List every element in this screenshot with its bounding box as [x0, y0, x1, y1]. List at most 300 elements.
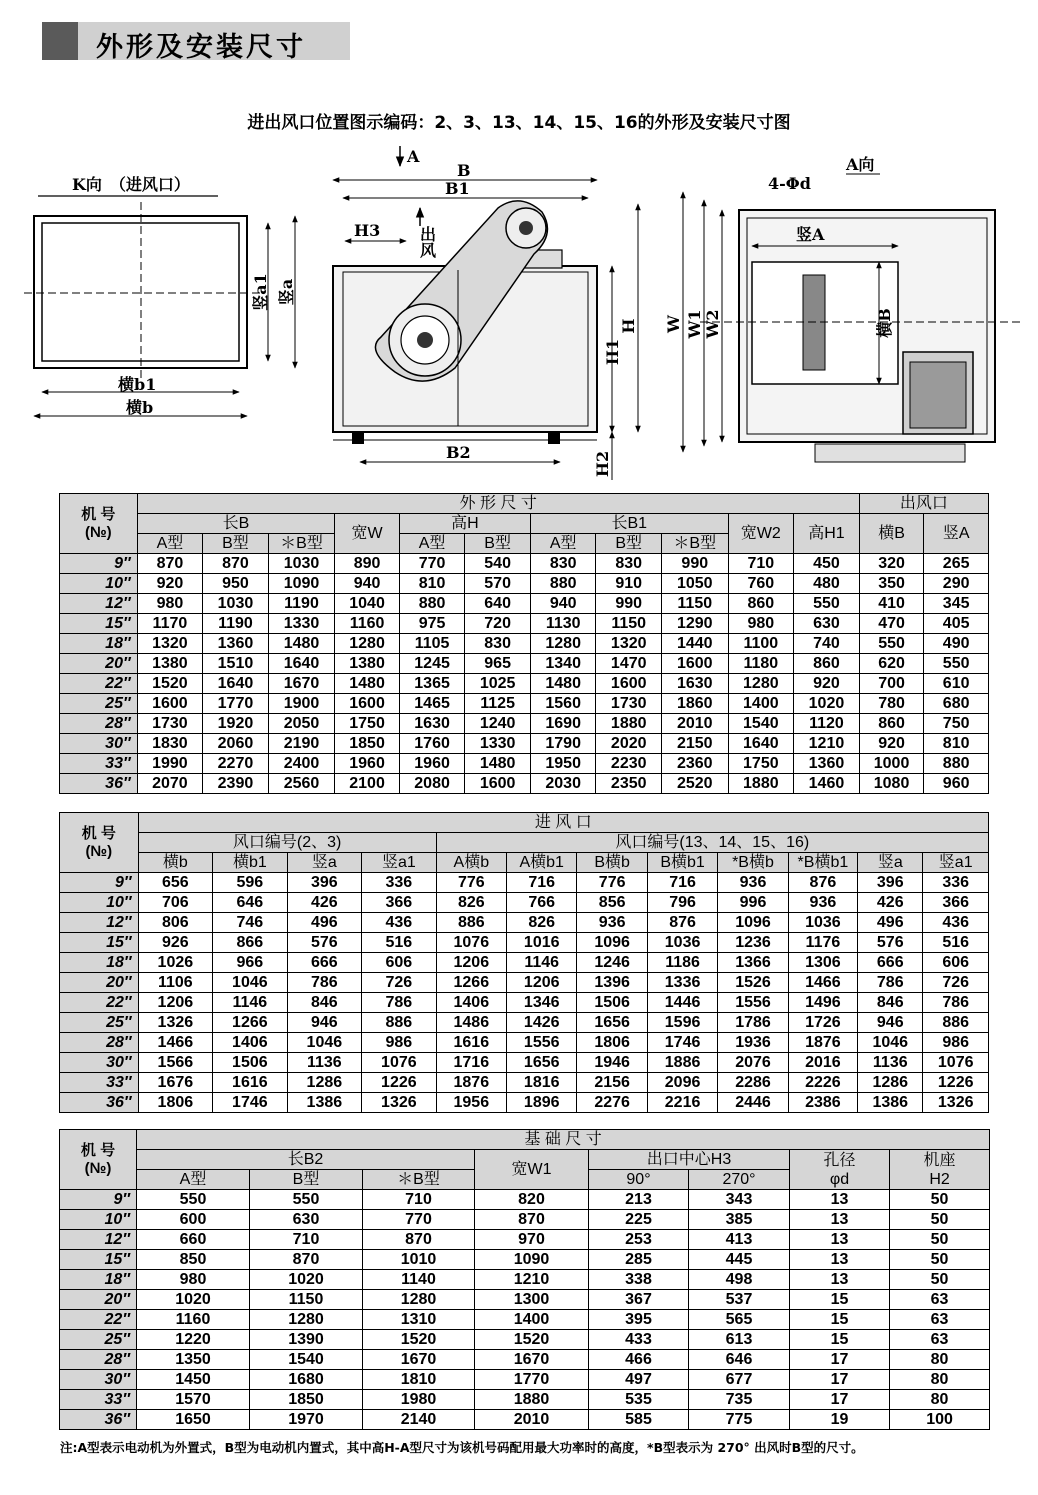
value-cell: 666 [858, 953, 923, 973]
value-cell: 1446 [647, 993, 717, 1013]
value-cell: 780 [859, 694, 924, 714]
value-cell: 1025 [465, 674, 531, 694]
value-cell: 1540 [250, 1350, 363, 1370]
inlet-dimensions-table [59, 812, 989, 1113]
value-cell: 886 [436, 913, 506, 933]
k-view-label: K向 （进风口） [72, 175, 190, 194]
value-cell: 366 [362, 893, 437, 913]
value-cell: 13 [790, 1270, 890, 1290]
value-cell: 1746 [647, 1033, 717, 1053]
machine-number-cell: 22″ [60, 1310, 137, 1330]
table-row [60, 1270, 990, 1290]
width-W-header: 宽W [335, 514, 400, 554]
value-cell: 990 [596, 594, 662, 614]
value-cell: 13 [790, 1190, 890, 1210]
table-row [60, 1230, 990, 1250]
value-cell: 1306 [788, 953, 857, 973]
value-cell: 1210 [475, 1270, 589, 1290]
value-cell: 850 [137, 1250, 250, 1270]
value-cell: 860 [728, 594, 794, 614]
value-cell: 786 [923, 993, 989, 1013]
dim-horiz-b: 横b [126, 398, 154, 417]
value-cell: 940 [335, 574, 400, 594]
value-cell: 413 [689, 1230, 790, 1250]
value-cell: 540 [465, 554, 531, 574]
value-cell: 1046 [287, 1033, 362, 1053]
base-H2-header: 机座 H2 [890, 1150, 990, 1190]
value-cell: 596 [213, 873, 288, 893]
table-row [60, 714, 989, 734]
value-cell: 1406 [436, 993, 506, 1013]
value-cell: 1400 [475, 1310, 589, 1330]
value-cell: 1770 [203, 694, 269, 714]
value-cell: 1760 [399, 734, 465, 754]
width-W1-header: 宽W1 [475, 1150, 589, 1190]
value-cell: 740 [794, 634, 860, 654]
value-cell: 1676 [138, 1073, 213, 1093]
value-cell: 1020 [137, 1290, 250, 1310]
outlet-label: 出风 [417, 226, 437, 258]
value-cell: 610 [924, 674, 989, 694]
value-cell: 2446 [718, 1093, 788, 1113]
value-cell: 1326 [923, 1093, 989, 1113]
value-cell: 17 [790, 1350, 890, 1370]
value-cell: 826 [507, 913, 577, 933]
value-cell: 320 [859, 554, 924, 574]
type-star-b-header: ＊B型 [363, 1170, 475, 1190]
type-a-header: A型 [399, 534, 465, 554]
value-cell: 1106 [138, 973, 213, 993]
table-row [60, 774, 989, 794]
value-cell: 996 [718, 893, 788, 913]
value-cell: 1076 [436, 933, 506, 953]
value-cell: 806 [138, 913, 213, 933]
value-cell: 926 [138, 933, 213, 953]
value-cell: 1600 [137, 694, 203, 714]
base-dims-group: 基 础 尺 寸 [137, 1130, 990, 1150]
value-cell: 63 [890, 1330, 990, 1350]
value-cell: 1640 [268, 654, 335, 674]
value-cell: 1206 [507, 973, 577, 993]
machine-number-cell: 28″ [60, 1033, 139, 1053]
value-cell: 1080 [859, 774, 924, 794]
machine-number-cell: 22″ [60, 993, 139, 1013]
value-cell: 1386 [858, 1093, 923, 1113]
value-cell: 1380 [335, 654, 400, 674]
dim-H: H [619, 318, 638, 334]
dim-W1: W1 [685, 309, 704, 339]
value-cell: 2276 [577, 1093, 647, 1113]
value-cell: 366 [923, 893, 989, 913]
value-cell: 1640 [728, 734, 794, 754]
value-cell: 1400 [728, 694, 794, 714]
table-row [60, 594, 989, 614]
value-cell: 1330 [268, 614, 335, 634]
value-cell: 2020 [596, 734, 662, 754]
value-cell: 1146 [507, 953, 577, 973]
value-cell: 498 [689, 1270, 790, 1290]
value-cell: 726 [362, 973, 437, 993]
value-cell: 613 [689, 1330, 790, 1350]
value-cell: 480 [794, 574, 860, 594]
value-cell: 2400 [268, 754, 335, 774]
table-row [60, 1350, 990, 1370]
value-cell: 1656 [577, 1013, 647, 1033]
value-cell: 677 [689, 1370, 790, 1390]
value-cell: 285 [589, 1250, 689, 1270]
value-cell: 986 [923, 1033, 989, 1053]
value-cell: 2386 [788, 1093, 857, 1113]
value-cell: 1990 [137, 754, 203, 774]
value-cell: 936 [788, 893, 857, 913]
dim-H2: H2 [593, 450, 612, 478]
value-cell: 1746 [213, 1093, 288, 1113]
value-cell: 436 [362, 913, 437, 933]
dim-W2: W2 [703, 309, 722, 339]
value-cell: 870 [137, 554, 203, 574]
value-cell: 496 [858, 913, 923, 933]
inlet-group: 进 风 口 [138, 813, 988, 833]
value-cell: 1096 [577, 933, 647, 953]
value-cell: 1090 [475, 1250, 589, 1270]
value-cell: 13 [790, 1230, 890, 1250]
column-header: A横b1 [507, 853, 577, 873]
value-cell: 986 [362, 1033, 437, 1053]
value-cell: 1600 [662, 654, 729, 674]
value-cell: 860 [794, 654, 860, 674]
value-cell: 2100 [335, 774, 400, 794]
table-row [60, 1370, 990, 1390]
machine-number-cell: 36″ [60, 1093, 139, 1113]
value-cell: 1556 [507, 1033, 577, 1053]
value-cell: 1850 [250, 1390, 363, 1410]
machine-number-cell: 10″ [60, 1210, 137, 1230]
value-cell: 1140 [363, 1270, 475, 1290]
machine-number-cell: 12″ [60, 1230, 137, 1250]
table-row [60, 913, 989, 933]
value-cell: 1236 [718, 933, 788, 953]
value-cell: 2080 [399, 774, 465, 794]
dim-H3: H3 [354, 221, 381, 240]
value-cell: 1280 [250, 1310, 363, 1330]
value-cell: 1650 [137, 1410, 250, 1430]
value-cell: 846 [287, 993, 362, 1013]
value-cell: 2360 [662, 754, 729, 774]
table-row [60, 873, 989, 893]
value-cell: 1886 [647, 1053, 717, 1073]
value-cell: 606 [923, 953, 989, 973]
value-cell: 735 [689, 1390, 790, 1410]
dimension-diagrams [0, 140, 1038, 485]
value-cell: 15 [790, 1330, 890, 1350]
table-row [60, 1013, 989, 1033]
type-star-b-header: ＊B型 [662, 534, 729, 554]
value-cell: 1020 [794, 694, 860, 714]
dim-B: B [457, 161, 471, 180]
value-cell: 630 [794, 614, 860, 634]
value-cell: 1186 [647, 953, 717, 973]
value-cell: 1465 [399, 694, 465, 714]
value-cell: 497 [589, 1370, 689, 1390]
value-cell: 2010 [662, 714, 729, 734]
value-cell: 856 [577, 893, 647, 913]
value-cell: 920 [859, 734, 924, 754]
value-cell: 1956 [436, 1093, 506, 1113]
value-cell: 1326 [138, 1013, 213, 1033]
value-cell: 13 [790, 1250, 890, 1270]
value-cell: 860 [859, 714, 924, 734]
value-cell: 716 [647, 873, 717, 893]
value-cell: 1365 [399, 674, 465, 694]
value-cell: 890 [335, 554, 400, 574]
value-cell: 1450 [137, 1370, 250, 1390]
machine-number-cell: 30″ [60, 1370, 137, 1390]
machine-number-cell: 22″ [60, 674, 138, 694]
deg-90-header: 90° [589, 1170, 689, 1190]
value-cell: 1670 [475, 1350, 589, 1370]
value-cell: 726 [923, 973, 989, 993]
value-cell: 1350 [137, 1350, 250, 1370]
table1-body [60, 554, 989, 794]
type-b-header: B型 [203, 534, 269, 554]
value-cell: 1980 [363, 1390, 475, 1410]
value-cell: 1460 [794, 774, 860, 794]
a-view-label: A向 [846, 155, 875, 174]
value-cell: 516 [923, 933, 989, 953]
value-cell: 965 [465, 654, 531, 674]
value-cell: 1656 [507, 1053, 577, 1073]
value-cell: 960 [924, 774, 989, 794]
value-cell: 990 [662, 554, 729, 574]
value-cell: 1440 [662, 634, 729, 654]
value-cell: 1206 [436, 953, 506, 973]
value-cell: 2270 [203, 754, 269, 774]
value-cell: 1190 [268, 594, 335, 614]
diagram-caption: 进出风口位置图示编码：2、3、13、14、15、16的外形及安装尺寸图 [247, 113, 791, 133]
value-cell: 1280 [363, 1290, 475, 1310]
value-cell: 1596 [647, 1013, 717, 1033]
value-cell: 385 [689, 1210, 790, 1230]
table-row [60, 694, 989, 714]
value-cell: 1326 [362, 1093, 437, 1113]
value-cell: 946 [858, 1013, 923, 1033]
machine-number-cell: 36″ [60, 1410, 137, 1430]
value-cell: 516 [362, 933, 437, 953]
value-cell: 1726 [788, 1013, 857, 1033]
dim-vert-a: 竖a [277, 278, 296, 306]
value-cell: 606 [362, 953, 437, 973]
holes-label: 4-Φd [768, 174, 811, 193]
value-cell: 1426 [507, 1013, 577, 1033]
outlet-horiz-B-header: 横B [859, 514, 924, 554]
value-cell: 2140 [363, 1410, 475, 1430]
hole-diameter-header: 孔径 φd [790, 1150, 890, 1190]
value-cell: 706 [138, 893, 213, 913]
value-cell: 2190 [268, 734, 335, 754]
value-cell: 550 [137, 1190, 250, 1210]
value-cell: 1716 [436, 1053, 506, 1073]
value-cell: 426 [858, 893, 923, 913]
value-cell: 946 [287, 1013, 362, 1033]
value-cell: 950 [203, 574, 269, 594]
value-cell: 1240 [465, 714, 531, 734]
outlet-group: 出风口 [859, 494, 988, 514]
dim-B1: B1 [445, 179, 470, 198]
value-cell: 1226 [923, 1073, 989, 1093]
machine-number-cell: 18″ [60, 634, 138, 654]
value-cell: 1880 [728, 774, 794, 794]
machine-number-cell: 33″ [60, 1390, 137, 1410]
type-a-header: A型 [137, 534, 203, 554]
value-cell: 1160 [137, 1310, 250, 1330]
value-cell: 750 [924, 714, 989, 734]
value-cell: 870 [475, 1210, 589, 1230]
dim-W: W [664, 315, 683, 333]
value-cell: 1970 [250, 1410, 363, 1430]
value-cell: 1150 [596, 614, 662, 634]
value-cell: 1960 [399, 754, 465, 774]
value-cell: 1640 [203, 674, 269, 694]
column-header: 竖a [287, 853, 362, 873]
table-row [60, 734, 989, 754]
table-row [60, 754, 989, 774]
value-cell: 940 [530, 594, 596, 614]
value-cell: 2076 [718, 1053, 788, 1073]
value-cell: 966 [213, 953, 288, 973]
value-cell: 1730 [137, 714, 203, 734]
value-cell: 537 [689, 1290, 790, 1310]
value-cell: 1346 [507, 993, 577, 1013]
value-cell: 395 [589, 1310, 689, 1330]
value-cell: 570 [465, 574, 531, 594]
value-cell: 450 [794, 554, 860, 574]
value-cell: 876 [788, 873, 857, 893]
value-cell: 1130 [530, 614, 596, 634]
value-cell: 1506 [577, 993, 647, 1013]
value-cell: 666 [287, 953, 362, 973]
deg-270-header: 270° [689, 1170, 790, 1190]
value-cell: 1600 [596, 674, 662, 694]
value-cell: 50 [890, 1210, 990, 1230]
value-cell: 810 [399, 574, 465, 594]
value-cell: 1480 [268, 634, 335, 654]
value-cell: 1496 [788, 993, 857, 1013]
value-cell: 15 [790, 1310, 890, 1330]
value-cell: 710 [250, 1230, 363, 1250]
value-cell: 1286 [287, 1073, 362, 1093]
value-cell: 2010 [475, 1410, 589, 1430]
value-cell: 1386 [287, 1093, 362, 1113]
value-cell: 1880 [596, 714, 662, 734]
value-cell: 880 [924, 754, 989, 774]
value-cell: 1520 [363, 1330, 475, 1350]
value-cell: 1036 [647, 933, 717, 953]
value-cell: 920 [137, 574, 203, 594]
value-cell: 405 [924, 614, 989, 634]
value-cell: 1280 [335, 634, 400, 654]
drawing-svg [0, 140, 1038, 485]
value-cell: 600 [137, 1210, 250, 1230]
value-cell: 290 [924, 574, 989, 594]
value-cell: 776 [577, 873, 647, 893]
table-row [60, 1210, 990, 1230]
value-cell: 830 [596, 554, 662, 574]
value-cell: 876 [647, 913, 717, 933]
machine-number-cell: 28″ [60, 714, 138, 734]
value-cell: 1105 [399, 634, 465, 654]
value-cell: 1506 [213, 1053, 288, 1073]
machine-number-header: 机 号 (№) [60, 1130, 137, 1190]
column-header: 竖a1 [923, 853, 989, 873]
value-cell: 1790 [530, 734, 596, 754]
value-cell: 826 [436, 893, 506, 913]
table-row [60, 973, 989, 993]
value-cell: 2286 [718, 1073, 788, 1093]
value-cell: 336 [362, 873, 437, 893]
height-H1-header: 高H1 [794, 514, 860, 554]
value-cell: 1036 [788, 913, 857, 933]
table3-body [60, 1190, 990, 1430]
value-cell: 1946 [577, 1053, 647, 1073]
value-cell: 870 [363, 1230, 475, 1250]
value-cell: 1480 [465, 754, 531, 774]
value-cell: 80 [890, 1350, 990, 1370]
value-cell: 396 [287, 873, 362, 893]
value-cell: 225 [589, 1210, 689, 1230]
value-cell: 535 [589, 1390, 689, 1410]
value-cell: 1750 [335, 714, 400, 734]
table-row [60, 1190, 990, 1210]
machine-number-cell: 36″ [60, 774, 138, 794]
value-cell: 1100 [728, 634, 794, 654]
value-cell: 550 [250, 1190, 363, 1210]
value-cell: 1046 [858, 1033, 923, 1053]
value-cell: 1510 [203, 654, 269, 674]
port-code-23-group: 风口编号(2、3) [138, 833, 436, 853]
value-cell: 700 [859, 674, 924, 694]
value-cell: 19 [790, 1410, 890, 1430]
value-cell: 1480 [335, 674, 400, 694]
type-a-header: A型 [137, 1170, 250, 1190]
height-H-header: 高H [399, 514, 530, 534]
table-row [60, 654, 989, 674]
value-cell: 1670 [268, 674, 335, 694]
header-marker [42, 22, 78, 60]
value-cell: 1630 [662, 674, 729, 694]
table-row [60, 1093, 989, 1113]
value-cell: 1850 [335, 734, 400, 754]
value-cell: 50 [890, 1270, 990, 1290]
value-cell: 1466 [138, 1033, 213, 1053]
machine-number-cell: 20″ [60, 1290, 137, 1310]
value-cell: 1360 [794, 754, 860, 774]
value-cell: 1320 [596, 634, 662, 654]
value-cell: 1050 [662, 574, 729, 594]
value-cell: 886 [923, 1013, 989, 1033]
value-cell: 830 [465, 634, 531, 654]
value-cell: 1016 [507, 933, 577, 953]
value-cell: 770 [363, 1210, 475, 1230]
value-cell: 776 [436, 873, 506, 893]
value-cell: 1136 [287, 1053, 362, 1073]
value-cell: 1336 [647, 973, 717, 993]
table-row [60, 993, 989, 1013]
machine-number-cell: 33″ [60, 754, 138, 774]
table-row [60, 1053, 989, 1073]
value-cell: 576 [287, 933, 362, 953]
width-W2-header: 宽W2 [728, 514, 794, 554]
table-row [60, 554, 989, 574]
